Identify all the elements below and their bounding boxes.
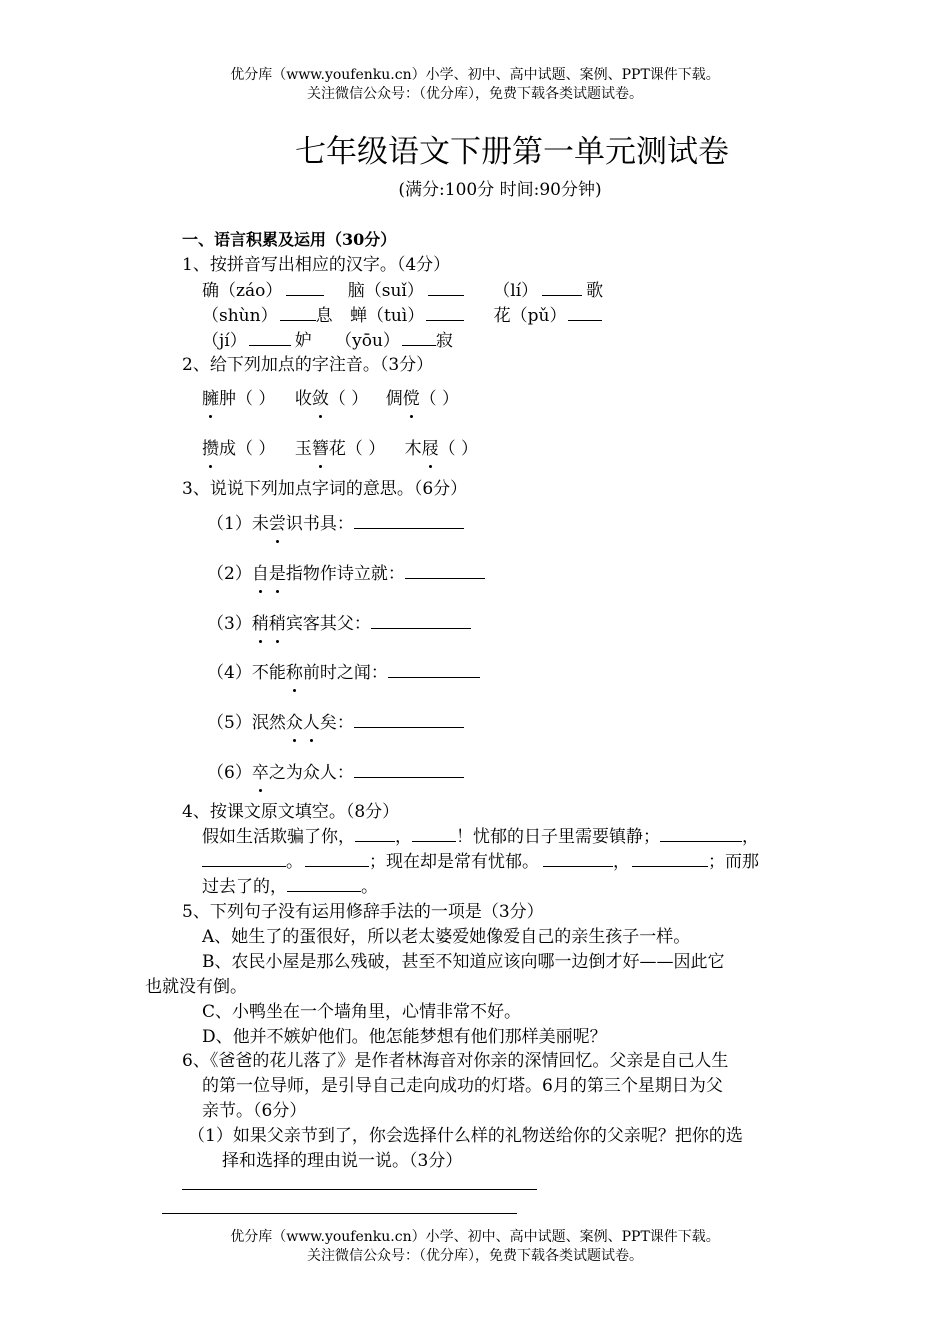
- answer-blank[interactable]: [542, 279, 582, 296]
- q1-r3-a2: 妒: [294, 331, 312, 351]
- q5-option-d: D、他并不嫉妒他们。他怎能梦想有他们那样美丽呢？: [202, 1027, 607, 1047]
- page-title: 七年级语文下册第一单元测试卷: [295, 134, 729, 170]
- footer-line-1: 优分库（www.youfenku.cn）小学、初中、高中试题、案例、PPT课件下载。: [230, 1229, 720, 1245]
- dotted-char: 称: [285, 663, 303, 683]
- answer-blank[interactable]: [355, 825, 395, 842]
- q2-row-1: [202, 384, 459, 409]
- q5-option-a: A、她生了的蛋很好，所以老太婆爱她像爱自己的亲生孩子一样。: [202, 927, 691, 947]
- page-subtitle: (满分:100分 时间:90分钟): [398, 180, 602, 200]
- q2-prompt: 2、给下列加点的字注音。（3分）: [182, 355, 434, 375]
- q6-line-3: 亲节。（6分）: [202, 1101, 307, 1121]
- q1-r2-c: 花（pǔ）: [493, 306, 567, 326]
- q1-r3-b: （yōu）: [335, 331, 400, 351]
- dotted-chars: 自是: [251, 564, 286, 584]
- section-heading: 一、语言积累及运用（30分）: [182, 230, 397, 249]
- answer-blank[interactable]: [286, 279, 324, 296]
- dotted-char: 卒: [251, 763, 269, 783]
- answer-line[interactable]: [162, 1213, 517, 1214]
- emphasis-dot: [276, 640, 279, 643]
- q1-r2-b: 蝉（tuì）: [349, 306, 425, 326]
- emphasis-dot: [310, 739, 313, 742]
- emphasis-dot: [319, 415, 322, 418]
- q6-line-2: 的第一位导师，是引导自己走向成功的灯塔。6月的第三个星期日为父: [202, 1076, 723, 1096]
- q6-sub-1: （1）如果父亲节到了，你会选择什么样的礼物送给你的父亲呢？把你的选: [188, 1126, 743, 1146]
- q6-sub-1-cont: 择和选择的理由说一说。（3分）: [222, 1151, 463, 1171]
- q3-item-5: （5）泯然众人 矣：: [207, 708, 464, 733]
- dotted-chars: 众人: [285, 713, 320, 733]
- emphasis-dot: [209, 415, 212, 418]
- q1-row-3: [202, 326, 453, 351]
- emphasis-dot: [259, 789, 262, 792]
- dotted-char: 尝: [268, 514, 286, 534]
- q2-row-2: [202, 434, 478, 459]
- answer-blank[interactable]: [280, 304, 316, 321]
- q2-item: 臃 肿（ ）: [202, 389, 275, 409]
- q2-item: 攒 成（ ）: [202, 439, 275, 459]
- q3-item-3: （3）稍稍 宾客其父：: [207, 609, 471, 634]
- answer-blank[interactable]: [354, 761, 464, 778]
- answer-blank[interactable]: [405, 562, 485, 579]
- dotted-char: 攒: [202, 439, 219, 459]
- header-line-1: 优分库（www.youfenku.cn）小学、初中、高中试题、案例、PPT课件下载。: [230, 67, 720, 83]
- emphasis-dot: [259, 590, 262, 593]
- answer-blank[interactable]: [287, 875, 361, 892]
- q4-line-3: 过去了的， 。: [202, 877, 378, 897]
- answer-blank[interactable]: [568, 304, 602, 321]
- dotted-char: 臃: [202, 389, 219, 409]
- answer-blank[interactable]: [543, 850, 613, 867]
- answer-blank[interactable]: [202, 850, 286, 867]
- q2-item: 收敛 （ ）: [295, 389, 368, 409]
- answer-line[interactable]: [182, 1189, 537, 1190]
- q1-r3-a: （jí）: [202, 331, 247, 351]
- emphasis-dot: [293, 689, 296, 692]
- q5-option-c: C、小鸭坐在一个墙角里，心情非常不好。: [202, 1002, 522, 1022]
- dotted-char: 傥: [402, 389, 420, 409]
- q3-item-1: （1）未尝 识书具：: [207, 509, 464, 534]
- answer-blank[interactable]: [249, 329, 291, 346]
- q3-prompt: 3、说说下列加点字词的意思。（6分）: [182, 479, 468, 499]
- q3-item-4: （4）不能称 前时之闻：: [207, 658, 480, 683]
- q5-option-b-cont: 也就没有倒。: [145, 977, 247, 997]
- q1-row-1: [202, 276, 603, 301]
- answer-blank[interactable]: [305, 850, 369, 867]
- dotted-char: 屐: [421, 439, 439, 459]
- q5-prompt: 5、下列句子没有运用修辞手法的一项是（3分）: [182, 902, 544, 922]
- answer-blank[interactable]: [402, 329, 436, 346]
- emphasis-dot: [276, 590, 279, 593]
- q1-r1-a: 确（záo）: [202, 281, 283, 301]
- answer-blank[interactable]: [388, 661, 480, 678]
- q3-item-6: （6）卒 之为众人：: [207, 758, 464, 783]
- emphasis-dot: [410, 415, 413, 418]
- dotted-char: 簪: [311, 439, 329, 459]
- emphasis-dot: [293, 739, 296, 742]
- q1-r1-c: （lí）: [493, 281, 539, 301]
- dotted-char: 敛: [311, 389, 329, 409]
- answer-blank[interactable]: [412, 825, 456, 842]
- q1-r2-a: （shùn）: [202, 306, 278, 326]
- answer-blank[interactable]: [354, 711, 464, 728]
- answer-blank[interactable]: [354, 512, 464, 529]
- q2-item: 倜傥 （ ）: [386, 389, 459, 409]
- footer-line-2: 关注微信公众号：（优分库），免费下载各类试题试卷。: [307, 1248, 643, 1264]
- emphasis-dot: [319, 465, 322, 468]
- q1-prompt: 1、按拼音写出相应的汉字。（4分）: [182, 255, 451, 275]
- answer-blank[interactable]: [632, 850, 708, 867]
- q4-line-2: 。 ；现在却是常有忧郁。 ， ；而那: [202, 847, 759, 872]
- answer-blank[interactable]: [371, 612, 471, 629]
- q1-r1-c2: 歌: [586, 281, 604, 301]
- q5-option-b: B、农民小屋是那么残破，甚至不知道应该向哪一边倒才好——因此它: [202, 952, 725, 972]
- q1-row-2: [202, 301, 602, 326]
- q6-line-1: 6、《爸爸的花儿落了》是作者林海音对你亲的深情回忆。父亲是自己人生: [182, 1051, 729, 1071]
- emphasis-dot: [259, 640, 262, 643]
- header-line-2: 关注微信公众号：（优分库），免费下载各类试题试卷。: [307, 86, 643, 102]
- q3-item-2: （2）自是 指物作诗立就：: [207, 559, 485, 584]
- answer-blank[interactable]: [660, 825, 742, 842]
- q2-item: 木屐 （ ）: [405, 439, 478, 459]
- answer-blank[interactable]: [426, 304, 464, 321]
- answer-blank[interactable]: [428, 279, 464, 296]
- emphasis-dot: [209, 465, 212, 468]
- q1-r2-a2: 息: [315, 306, 333, 326]
- q2-item: 玉簪 花（ ）: [295, 439, 385, 459]
- emphasis-dot: [429, 465, 432, 468]
- dotted-chars: 稍稍: [251, 614, 286, 634]
- q1-r1-b: 脑（suǐ）: [347, 281, 424, 301]
- q4-line-1: 假如生活欺骗了你， ， ！忧郁的日子里需要镇静； ，: [202, 827, 759, 847]
- emphasis-dot: [276, 540, 279, 543]
- q4-prompt: 4、按课文原文填空。（8分）: [182, 802, 400, 822]
- q1-r3-b2: 寂: [435, 331, 453, 351]
